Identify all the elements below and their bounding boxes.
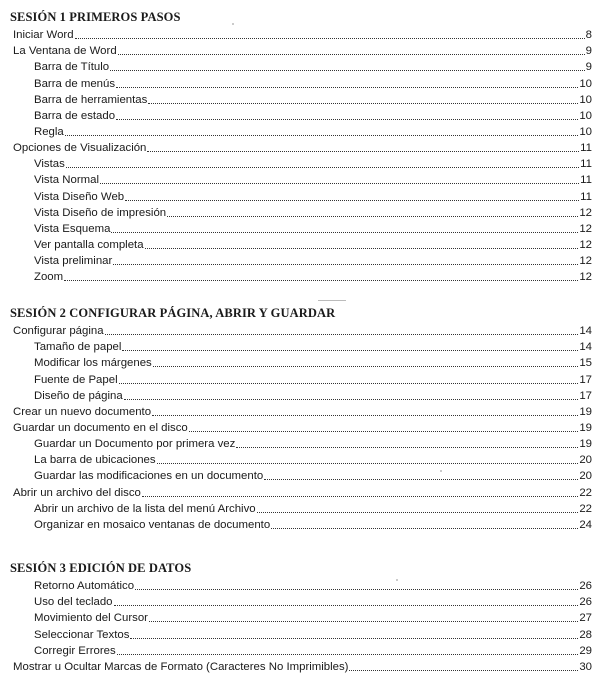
toc-entry-title: Barra de estado	[34, 109, 116, 122]
toc-entry-title: Regla	[34, 125, 64, 138]
toc-entry	[10, 204, 592, 220]
toc-page-number: 27	[579, 612, 592, 625]
dot-leader	[117, 654, 579, 655]
toc-page-number: 17	[579, 389, 592, 402]
toc-entry-title: Fuente de Papel	[34, 373, 118, 386]
toc-page-number: 12	[579, 206, 592, 219]
toc-entry-title: Retorno Automático	[34, 580, 135, 593]
toc-entry-title: Abrir un archivo del disco	[13, 486, 141, 499]
toc-page-number: 12	[579, 222, 592, 235]
dot-leader	[116, 119, 578, 120]
session-3-title: SESIÓN 3 EDICIÓN DE DATOS	[10, 561, 192, 575]
toc-page-number: 11	[580, 142, 592, 155]
toc-entry	[10, 58, 592, 74]
dot-leader	[142, 496, 578, 497]
session-2	[10, 304, 592, 532]
toc-entry	[10, 171, 592, 187]
toc-page-number: 19	[579, 405, 592, 418]
toc-page-number: 20	[579, 470, 592, 483]
toc-page-number: 17	[579, 373, 592, 386]
toc-page-number: 24	[579, 518, 592, 531]
toc-entry-title: Vista Normal	[34, 174, 99, 187]
toc-page-number: 12	[579, 255, 592, 268]
toc-entry-title: Vista Diseño Web	[34, 190, 125, 203]
toc-entry	[10, 642, 592, 658]
toc-entry	[10, 107, 592, 123]
toc-entry-title: Iniciar Word	[13, 29, 74, 42]
dot-leader	[65, 135, 579, 136]
toc-entry-title: Guardar un documento en el disco	[13, 421, 188, 434]
toc-entry-title: Modificar los márgenes	[34, 357, 152, 370]
dot-leader	[124, 399, 579, 400]
dot-leader	[236, 447, 578, 448]
toc-entry	[10, 658, 592, 674]
toc-entry	[10, 322, 592, 338]
toc-entry-title: Crear un nuevo documento	[13, 405, 152, 418]
dot-leader	[145, 248, 579, 249]
toc-page-number: 19	[579, 421, 592, 434]
dot-leader	[271, 528, 578, 529]
toc-page-number: 22	[579, 502, 592, 515]
toc-entry	[10, 268, 592, 284]
session-1-title: SESIÓN 1 PRIMEROS PASOS	[10, 10, 181, 24]
toc-entry	[10, 467, 592, 483]
toc-entry	[10, 123, 592, 139]
toc-entry	[10, 625, 592, 641]
toc-page-number: 10	[579, 109, 592, 122]
dot-leader	[264, 479, 578, 480]
session-2-entries	[10, 322, 592, 532]
dot-leader	[110, 70, 585, 71]
dot-leader	[130, 638, 578, 639]
toc-page-number: 9	[585, 45, 592, 58]
dot-leader	[157, 463, 579, 464]
toc-entry	[10, 220, 592, 236]
toc-entry	[10, 387, 592, 403]
toc-page-number: 11	[580, 174, 592, 187]
toc-page-number: 15	[579, 357, 592, 370]
toc-entry	[10, 155, 592, 171]
toc-page-number: 12	[579, 271, 592, 284]
toc-entry-title: Uso del teclado	[34, 596, 113, 609]
toc-entry-title: Tamaño de papel	[34, 341, 122, 354]
toc-entry	[10, 500, 592, 516]
toc-entry-title: Corregir Errores	[34, 644, 116, 657]
toc-entry-title: Barra de herramientas	[34, 93, 148, 106]
toc-entry	[10, 252, 592, 268]
dot-leader	[149, 621, 578, 622]
toc-page-number: 19	[579, 438, 592, 451]
scan-speck	[232, 23, 234, 25]
dot-leader	[153, 366, 579, 367]
dot-leader	[122, 350, 578, 351]
scan-speck	[396, 579, 398, 581]
dot-leader	[135, 589, 578, 590]
toc-entry-title: La Ventana de Word	[13, 45, 117, 58]
dot-leader	[113, 264, 578, 265]
scan-speck	[440, 470, 442, 472]
dot-leader	[257, 512, 579, 513]
toc-entry-title: Ver pantalla completa	[34, 238, 144, 251]
toc-entry	[10, 483, 592, 499]
toc-entry-title: Vistas	[34, 158, 65, 171]
toc-page-number: 14	[579, 325, 592, 338]
dot-leader	[349, 670, 578, 671]
toc-page-number: 10	[579, 93, 592, 106]
toc-entry	[10, 577, 592, 593]
session-3-entries	[10, 577, 592, 674]
toc-page-number: 10	[579, 77, 592, 90]
toc-entry	[10, 435, 592, 451]
toc-page-number: 22	[579, 486, 592, 499]
toc-entry	[10, 370, 592, 386]
toc-page-number: 14	[579, 341, 592, 354]
toc-page-number: 20	[579, 454, 592, 467]
session-1-entries	[10, 26, 592, 284]
toc-entry-title: Vista Diseño de impresión	[34, 206, 167, 219]
toc-page-number: 11	[580, 158, 592, 171]
dot-leader	[114, 605, 579, 606]
toc-entry	[10, 187, 592, 203]
toc-entry	[10, 609, 592, 625]
toc-entry-title: La barra de ubicaciones	[34, 454, 156, 467]
toc-entry-title: Movimiento del Cursor	[34, 612, 148, 625]
dot-leader	[75, 38, 585, 39]
toc-entry-title: Guardar un Documento por primera vez	[34, 438, 236, 451]
toc-entry	[10, 419, 592, 435]
dot-leader	[116, 87, 578, 88]
toc-entry	[10, 26, 592, 42]
scan-speck	[318, 300, 346, 301]
dot-leader	[152, 415, 578, 416]
session-1	[10, 8, 592, 284]
toc-page-number: 8	[585, 29, 592, 42]
toc-entry	[10, 593, 592, 609]
toc-page-number: 12	[579, 238, 592, 251]
toc-entry-title: Vista preliminar	[34, 255, 113, 268]
toc-page-number: 11	[580, 190, 592, 203]
toc-page-number: 9	[585, 61, 592, 74]
toc-page-number: 29	[579, 644, 592, 657]
toc-entry-title: Configurar página	[13, 325, 104, 338]
toc-entry-title: Guardar las modificaciones en un documento	[34, 470, 264, 483]
toc-entry-title: Diseño de página	[34, 389, 123, 402]
toc-entry	[10, 354, 592, 370]
toc-entry	[10, 74, 592, 90]
toc-entry	[10, 403, 592, 419]
toc-entry-title: Abrir un archivo de la lista del menú Archivo	[34, 502, 256, 515]
toc-entry	[10, 139, 592, 155]
toc-entry-title: Mostrar u Ocultar Marcas de Formato (Caracteres No Imprimibles)	[13, 660, 349, 673]
dot-leader	[125, 200, 579, 201]
toc-entry-title: Organizar en mosaico ventanas de documento	[34, 518, 271, 531]
dot-leader	[64, 280, 578, 281]
dot-leader	[105, 334, 579, 335]
dot-leader	[147, 151, 579, 152]
dot-leader	[148, 103, 578, 104]
dot-leader	[100, 183, 579, 184]
dot-leader	[111, 232, 578, 233]
dot-leader	[189, 431, 579, 432]
toc-entry-title: Barra de Título	[34, 61, 110, 74]
toc-entry-title: Seleccionar Textos	[34, 628, 130, 641]
toc-entry	[10, 516, 592, 532]
dot-leader	[66, 167, 579, 168]
toc-page-number: 26	[579, 596, 592, 609]
toc-entry	[10, 91, 592, 107]
toc-entry	[10, 451, 592, 467]
toc-page-number: 28	[579, 628, 592, 641]
dot-leader	[119, 383, 579, 384]
toc-entry-title: Opciones de Visualización	[13, 142, 147, 155]
toc-entry-title: Barra de menús	[34, 77, 116, 90]
dot-leader	[167, 216, 578, 217]
toc-entry	[10, 338, 592, 354]
session-3	[10, 559, 592, 674]
toc-entry-title: Vista Esquema	[34, 222, 111, 235]
toc-entry-title: Zoom	[34, 271, 64, 284]
dot-leader	[118, 54, 585, 55]
toc-page-number: 30	[579, 660, 592, 673]
toc-page-number: 10	[579, 125, 592, 138]
session-2-title: SESIÓN 2 CONFIGURAR PÁGINA, ABRIR Y GUARDAR	[10, 306, 336, 320]
toc-entry	[10, 236, 592, 252]
toc-page-number: 26	[579, 580, 592, 593]
toc-entry	[10, 42, 592, 58]
